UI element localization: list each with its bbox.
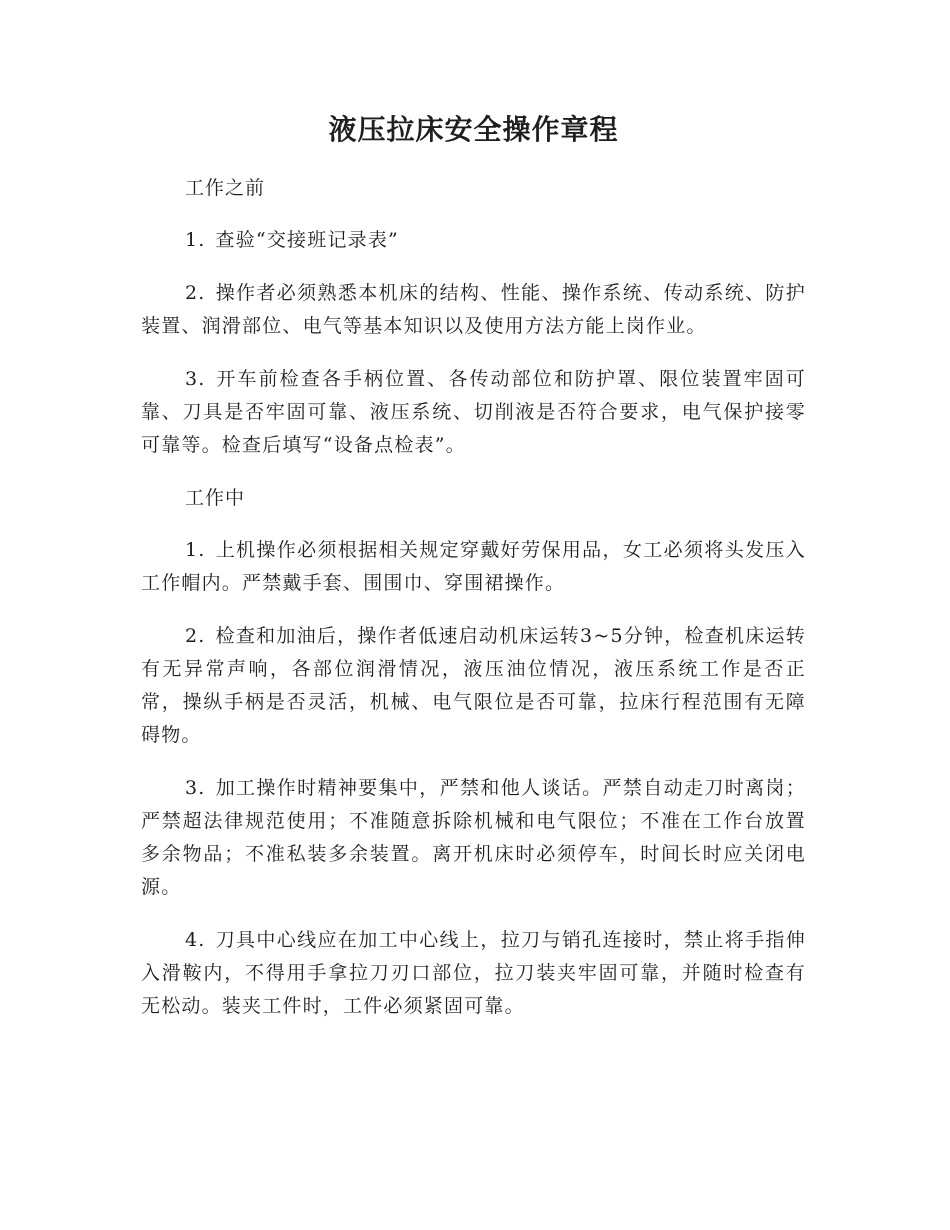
paragraph-before-2 [141, 277, 806, 343]
item-text: 查验“交接班记录表” [215, 229, 399, 251]
item-text: 刀具中心线应在加工中心线上，拉刀与销孔连接时，禁止将手指伸入滑鞍内，不得用手拿拉刀刃口部位，拉刀装夹牢固可靠，并随时检查有无松动。装夹工件时，工件必须紧固可靠。 [141, 929, 806, 1017]
item-text: 开车前检查各手柄位置、各传动部位和防护罩、限位装置牢固可靠、刀具是否牢固可靠、液压系统、切削液是否符合要求，电气保护接零可靠等。检查后填写“设备点检表”。 [141, 368, 806, 456]
item-text: 加工操作时精神要集中，严禁和他人谈话。严禁自动走刀时离岗；严禁超法律规范使用；不准随意拆除机械和电气限位；不准在工作台放置多余物品；不准私装多余装置。离开机床时必须停车，时间长时应关闭电源。 [141, 777, 806, 898]
section-heading-during-work: 工作中 [185, 487, 246, 509]
document-title: 液压拉床安全操作章程 [328, 113, 619, 146]
item-number: 1. [185, 539, 206, 561]
paragraph-before-1 [141, 224, 806, 257]
item-text: 检查和加油后，操作者低速启动机床运转3~5分钟，检查机床运转有无异常声响，各部位润滑情况，液压油位情况，液压系统工作是否正常，操纵手柄是否灵活，机械、电气限位是否可靠，拉床行程范围有无障碍物。 [141, 625, 806, 746]
item-number: 4. [185, 929, 206, 951]
item-number: 2. [185, 282, 206, 304]
paragraph-during-3 [141, 772, 806, 904]
document-body [141, 108, 806, 1023]
item-text: 操作者必须熟悉本机床的结构、性能、操作系统、传动系统、防护装置、润滑部位、电气等基本知识以及使用方法方能上岗作业。 [141, 282, 806, 337]
item-number: 3. [185, 368, 206, 390]
paragraph-before-3 [141, 363, 806, 462]
section-heading-before-work: 工作之前 [185, 177, 266, 199]
item-text: 上机操作必须根据相关规定穿戴好劳保用品，女工必须将头发压入工作帽内。严禁戴手套、围围巾、穿围裙操作。 [141, 539, 806, 594]
paragraph-during-4 [141, 924, 806, 1023]
item-number: 3. [185, 777, 206, 799]
item-number: 2. [185, 625, 206, 647]
item-number: 1. [185, 229, 206, 251]
paragraph-during-1 [141, 534, 806, 600]
paragraph-during-2 [141, 620, 806, 752]
